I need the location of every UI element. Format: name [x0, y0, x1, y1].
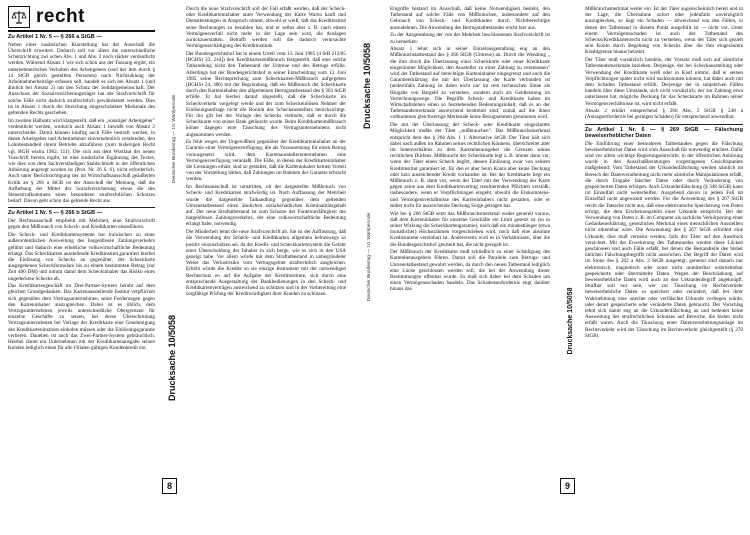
left-margin-strip — [157, 0, 185, 535]
series-label: Deutscher Bundestag — 10. Wahlperiode — [367, 212, 372, 301]
masthead — [8, 6, 155, 28]
paragraph: Absatz 1 lehnt sich in seiner Einzelausgestaltung eng an den Mißbrauchstatbestand des § 266 StGB (Untreue) an. Durch die Wendung „ die ihm durch die Überlassung einer Scheckkarte oder einer Kreditkarte eingeräumte Möglichkeit, den Aussteller zu einer Zahlung zu veranlassen" wird der Tatbestand auf berechtigte Karteninhaber eingegrenzt und auch die Garantieerklärung die mit der Überlassung der Karte verbunden ist (andernfalls Zahlung ist dabei nicht nur im rein technischen Sinne als Hingabe von Bargeld zu verstehen, sondern auch als Geldleistung im Verrechnungswege. Die Begriffe Scheck- und Kreditkarte haben im Wirtschaftsleben einen so feststehenden Bedeutungsinhalt, daß es an der Tatbestandsmerkmale ausreichend bestimmt sind, zumal auf die ihnen vollkommen gleichwertige Merkmale keine Bezugnahmen genommen wird. — [390, 46, 550, 121]
section-heading: Zu Artikel 1 Nr. 5 — § 266 b StGB — — [8, 210, 103, 217]
paragraph: Das Kreditkartengeschäft im Drei-Partner-System beruht auf dem gleichen Grundgedanken. Das Kartenausstellende Institut verpflichtet sich gegenüber dem Vertragsunternehmen, seine Forderungen gegen den Karteninhaber auszugleichen. Dabei ist es üblich, dem Vertragsunternehmen jeweils unterschiedliche Obergrenzen für einzelne Geschäfte zu setzen, bei deren Überschreitung Vertragsunternehmen bei Vorlage der Kreditkarte eine Genehmigung des Kreditkarteninstituts einholen müssen oder die Einlösungsgarantie verlieren. Daneben ist auch das Zwei-Partner-System gebräuchlich. Hierbei räumt ein Unternehmen mit der Kreditkartenausgabe seinen Kunden lediglich einen für alle Filialen gültigen Kundenkredit ein. — [8, 283, 155, 352]
section-heading: Zu Artikel 1 Nr. 6 — § 269 StGB — Fälschung beweiserheblicher Daten — [585, 126, 743, 139]
masthead-rule — [8, 30, 155, 32]
page-number-9: 9 — [560, 478, 575, 494]
section-divider — [585, 124, 743, 125]
paragraph: Zu der Ausgestaltung der von der Mehrheit beschlossenen Strafvorschrift ist zu bemerken: — [390, 32, 550, 45]
document-number: Drucksache 10/5058 — [567, 287, 574, 355]
series-label: Deutscher Bundestag — 10. Wahlperiode — [172, 94, 177, 184]
right-margin-strip — [554, 0, 582, 535]
paragraph: Neben einer zusätzlichen Klarstellung hat der Ausschuß die Überschrift erweitert. Dadurch soll vor allem die unterschiedliche Schutzrichtung zwi schen Abs. 1 und Abs. 2 noch stärker verdeutlicht werden. Während Absatz 1 wie sich schon aus der Fassung ergibt, ein unternehmerisches Verhalten des Arbeitgebers (und der ihm durch § 14 StGB gleich gestellten Personen) nach Nichtzahlung der Arbeitnehmerbeiträge erfassen soll, handelt es sich bei Absatz 1 (und ähnlich bei Absatz 2) um den Schutz der Solidargemeinschaft. Der Ausschuss der Sozialversicherungsträger hat der Strafvorschrift für solche Fälle nicht dadurch strafrechtlich gewährleistet werden. Dies ist in Absatz 1 durch die Streichung eingeschränkter Merkmale des geltenden Rechts geschehen. — [8, 41, 155, 116]
document-number: Drucksache 10/5058 — [167, 315, 177, 402]
document-number: Drucksache 10/5058 — [362, 42, 372, 129]
paragraph: Die Einführung einer besonderen Tatbestandes gegen die Fälschung beweiserheblicher Daten wird vom Ausschuß für notwendig erachtet. Dafür sind vor allem wichtige Regierungsentwürfe, in der öffentlichen Anhörung wurde in den Ausschußberatungen vorgetragenen Gesichtspunkte maßgebend: Vom Tatbestand der Urkundenfälschung werden nämlich im Bereich der Datenverarbeitung nicht mehr sämtliche Manipulationen erfaßt, die durch Eingabe falscher Daten oder durch Veränderung von gespeicherten Daten erfolgen. Auch Urkundenfälschung (§ 348 StGB) kann im Einzelfall nicht weiterhelfen. Ausgehend davon in jedem Fall im Einzelfall nicht angewandt werden. Für die Anwendung des § 267 StGB reicht die Tatsache nicht aus, daß eine elektronische Speicherung von Daten erfolgt, die dem Erscheinungsbild einer Urkunde entspricht. Bei der Verwendung von Daten z. B. im Computer als sachliche Verkörperung einer Gedankenerklärung, gesetzliches Merkmal eines menschlichen Ausstellers nicht erkennbar wäre. Die Anwendung des § 267 StGB erfordert eine Urkunde; dies muß verneint werden, falls der Täter auf den Ausdruck verzichtet. Mit der Erweiterung des Tatbestandes werden diese Lücken geschlossen und auch Fälle erfaßt, bei denen die Bestandteile des bisher üblichen Fälschungsbegriffs nicht ausreichen. Der Begriff der Daten wird im Sinne des § 202 a Abs. 2 StGB ausgelegt; gemeint sind danach nur elektronisch, magnetisch oder sonst nicht unmittelbar wahrnehmbar gespeicherte oder übermittelte Daten. Wegen der Beschränkung auf beweiserhebliche Daten wird auch an den Urkundenbegriff angeknüpft. Strafbar soll nur sein, wer zur Täuschung im Rechtsverkehr beweiserhebliche Daten so speichert oder verändert, daß bei ihrer Wahrnehmung eine unechte oder verfälschte Urkunde vorliegen würde, oder derart gespeicherte oder veränderte Daten gebraucht. Der Vorschlag lehnt sich damit eng an die Urkundenfälschung an und bedeutet keine Ausweitung des strafrechtlichen Schutzes auf Bereiche, die bisher nicht erfaßt waren. Auch die Täuschung einer Datenverarbeitungsanlage im Rechtsverkehr wird der Täuschung im Rechtsverkehr gleichgestellt (§ 270 StGB). — [585, 140, 743, 339]
paragraph: Wie bei § 266 StGB setzt das Mißbrauchsmerkmal weder generell voraus, daß dem Karteninhaber für einzelne Geschäfte ein Limit gesetzt ist (so in seiner Wirkung die Scheckkartengarantie), noch daß ein mindestlänger (etwa monatlicher) Höchstrahmen vorgeschrieben wird, noch daß eine absolute Kreditsumme vereinbart ist. Andererseits wird es in Verhältnissen, über die der Bundesgerichtshof geurteilt hat, die nicht geregelt ist. — [390, 210, 550, 248]
paragraph: Der Mißbrauch der Kreditkarte muß schließlich zu einer Schädigung des Kartenherausgebers führen. Damit soll die Parallele zum Betrugs- und Untreuetatbestand gewahrt werden, da durch den neuen Tatbestand lediglich eine Lücke geschlossen werden soll, die bei der Anwendung dieser Bestimmungen offenbar wurde. Es muß sich daher bei dem Schaden um einen Vermögensschaden handeln. Das Schadenserfordernis engt darüber hinaus das — [390, 249, 550, 293]
text-column-3 — [390, 6, 550, 531]
paragraph: Der Rechtsausschuß empfiehlt mit Mehrheit, eine Strafvorschrift gegen den Mißbrauch von Scheck- und Kreditkarten einzuführen. — [8, 218, 155, 231]
paragraph: Im Rechtsausschuß ist umstritten, ob der dargestellte Mißbrauch von Scheck- und Kreditkarten strafwürdig ist. Nach Auffassung der Mehrheit wurde die dargestellte Tathandlung gegenüber dem geltenden Untreuetatbestand einen ähnlichen sozialschädlichen Kriminalitätsgehalt auf. Der neue Straftatbestand ist zum Schutze der Funktionsfähigkeit des bargeldlosen Zahlungsverkehrs, der eine volkswirtschaftliche Bedeutung erlangt habe, notwendig. — [186, 184, 346, 228]
paragraph: Eingriffe bestand im Ausschuß, daß keine Notwendigkeit besteht, den Tatbestand auf solche Fälle von Mißbräuchen, insbesondere auf den Gebrauch von Scheck- und Kreditkarten durch Nichtberechtigte auszudehnen. Die Anwendung des Betrugstatbestandes reicht hier aus. — [390, 6, 550, 31]
page-number-8: 8 — [162, 478, 177, 494]
masthead-title: recht — [36, 6, 85, 27]
scales-logo-icon — [8, 6, 30, 28]
section-heading: Zu Artikel 1 Nr. 5 — § 266 a StGB — — [8, 34, 102, 40]
paragraph: Durch die neue Strafvorschrift soll der Fall erfaßt werden, daß der Scheck- oder Kreditkarteninhaber unter Verwendung der Karte Waren kauft und Dienstleistungen in Anspruch nimmt, obwohl er weiß, daß das Kreditinstitut seine Rechnungen zu bezahlen hat, und er selbst aber z. B. nach einem Vermögensverfall nicht mehr in der Lage sein wird, die Auslagen zurückzuerstatten. Betrafft werden soll die dadurch verursachte Vermögensschädigung des Kreditinstituts. — [186, 6, 346, 50]
text-column-4 — [585, 6, 743, 531]
paragraph: Der Bundesgerichtshof hat in einem Urteil vom 13. Juni 1985 (4 StR 213/85 [BGHSt 33, 244]) den Kreditkartenmißbrauch festgestellt, daß eine solche Tathandlung nicht den Tatbestand der Untreue und des Betrugs erfülle. Allerdings hat der Bundesgerichtshof in seiner Entscheidung vom 13. Juni 1985 seine Rechtsprechung zum Scheckkarten-Mißbrauch aufgegeben (BGHSt 24, 386) mit der Begründung, daß ein Mißbrauch der Scheckkarte durch den Karteninhaber den allgemeinen Betrugstatbestand des § 263 StGB erfülle. Er hat hierbei darauf abgestellt, daß die Scheckkarte im Scheckverkehr vorgelegt werde und der zum Scheckeinlösen Nehmer der Einlösungsanfrage nicht die Bonität des Scheckausstellers berücksichtigt. Für ihn gilt bei der Vorlage des Schecks vielmehr, daß er durch die Scheckkarte von seiner Bank getäuscht wurde. Beim Kreditkartenmißbrauch könne dagegen eine Täuschung des Vertragsunternehmens nicht angenommen werden. — [186, 50, 346, 138]
text-column-1 — [8, 6, 155, 531]
paragraph: Absatz 2 erklärt entsprechend § 266 Abs. 2 StGB § 248 a (Antragserfordernis bei geringen Schäden) für entsprechend anwendbar. — [585, 108, 743, 121]
paragraph: Der Täter muß vorsätzlich handeln, der Vorsatz muß sich auf sämtliche Tatbestandsmerkmale beziehen. Derjenige, der bei Scheckausstellung oder Verwendung der Kreditkarte weiß oder in Kauf nimmt, daß er seinen Verpflichtungen später nicht wird nachkommen können, hat daher auch mit dem Schaden Tatbestand erfüllt. Derjenige der in subjektiven Fällen handeln über diese Umstände, sich nicht vorsätzlich; der zur Zahlung etwa unterlassen hat, mögliche Deckung für das Scheckkarte im Rahmen seiner Vermögensverhältnisse ist, wird nicht erfaßt. — [585, 57, 743, 107]
paragraph: Es fehlt wegen der Ungewißheit gegenüber der Kreditkarteninhaber an der Garantie einer Vermögensverfügung, die als Voraussetzung für einen Betrug vorausgesetzt wird, dem Kartenausstellerunternehmen eine Vermögensverfügung veranlaßt. Die Fälle, in denen der Kreditkarteninhaber die Leistungen erhält, sind so gestaltet, daß die Karteninhaber keinen Vorteil von der Vorstellung hätten, daß Zahlungen im Rahmen der Garantie erbracht werden. — [186, 139, 346, 183]
paragraph: Die Scheck- und Kreditkartensysteme hat inzwischen zu einer außerordentlichen Ausweitung des bargeldlosen Zahlungsverkehrs geführt und dadurch eine erhebliche volkswirtschaftliche Bedeutung erlangt. Das Scheckkarten ausstellende Kreditinstitut garantiert hierbei die Einlösung von Schecks an gegenüber, der Scheckkarte ausgegebenen Scheckformulare bis zu einem bestimmten Betrag (zur Zeit 400 DM) und nimmt damit dem Scheckinhaber das Risiko eines ungedeckten Schecks ab. — [8, 232, 155, 282]
paragraph: Die Minderheit lehnt die neue Strafvorschrift ab. Sie ist der Auffassung, daß die Verwendung der Scheck- und Kreditkarten allgemein keineswegs so positiv einzuschätzen sei, da der Kredit- und Scheckkartensystem die Gefahr einer Überschuldung der Inhaber in sich berge, wie es sich in den USA gezeigt habe. Vor allem würde mit dem Straftatbestand in unbegründeter Weise das Verlustrisiko vom Vertragsgebiet strafrechtlich ausgleichen. Erhöht würde die Kredite so sie einzige Instrument mit der notwendigen Rechtschutz en auf die Aufgabe der Kreditinstitute, sich durch eine entsprechende Ausgestaltung der Bankbedienungen in den Scheck- und Kreditkartenverträgen ausreichend zu schützen und in der Vorbereitung eine sorgfältige Prüfung der Kreditwürdigkeit ihrer Kunden zu schützen. — [186, 229, 346, 298]
paragraph: Im zweiten Halbsatz wird klargestellt, daß ein ,,sonstiger Arbeitgeber" verdeutlicht werden, wodurch auch Absatz 1 bewußt von Absatz 2 unterscheidet. Damit können künftig auch Fälle bestraft werden, in denen Arbeitgeber und Arbeitnehmer einvernehmlich verabreden, den Lohnbestandteil ihrem Betriebe abzuführen (zum bisherigen Recht vgl. BGH wistra 1982, 111). Die sich aus dem Wortlaut der neuen Vorschrift bereits ergibt, ist eine zusätzliche Ergänzung des Textes, wie dies von dem Sachverständigen Stahlschmidt in der öffentlichen Anhörung angeregt worden ist (Prot. Nr. 26 S. 6), nicht erforderlich. Auch unter Berücksichtigung der im Wirtschaftsausschuß geäußerten Kritik an § 266 a StGB ist der Ausschuß der Meinung, daß die Aufhebung der Mittel der Sozialversicherung etwas die des Steuerstrafkommens eines besonderen strafrechtlichen Schutzes bedarf. Davon geht schon das geltende Recht aus. — [8, 117, 155, 205]
text-column-2 — [186, 6, 346, 531]
paragraph: Die mit der Überlassung der Scheck- oder Kreditkarte eingeräumte Möglichkeit mußte der Täter „mißbrauchen". Das Mißbrauchsmerkmal entspricht dem des § 266 Abs. 1 1. Alternative StGB. Der Täter hält sich dabei nach außen im Rahmen seines rechtlichen Könnens, überschreitet aber im Innenverhältnis zu dem Kartenherausgeber die Grenzen seines rechtlichen Dürfens. Mißbraucht der Scheckkarte legt z. B. immer dann vor, wenn der Täter einen Scheck begibt, dessen Einlösung zwar von seinem Kreditinstitut garantiert ist, für den er aber beim Konto aber keine Deckung oder kein ausreichender Kredit vorhanden ist. Bei der Kreditkarte liegt ein Mißbrauch z. B. dann vor, wenn der Täter mit der Verwendung der Karte gegen seine aus dem Kreditkartenvertrag resultierenden Pflichten verstößt, insbesondere, wenn er Verpflichtungen eingeht, obwohl die Einkommens- und Vermögensverhältnisse des Karteninhabers nicht gestatten, oder er selber nicht für ausreichende Deckung Sorge getragen hat. — [390, 122, 550, 209]
section-divider — [8, 207, 155, 208]
center-margin-strip — [352, 0, 380, 535]
paragraph: Mißbrauchsmerkmal weiter ein. Ist der Täter augenscheinlich bereit und in der Lage, die Übernahme sofort oder jedenfalls unverzüglich auszugleichen, so liegt ein Schaden — abweichend von den Fällen, in denen der Tatbestand in diesem Punkt ausgefüllt ist — nicht vor. Unter einem Vermögensschaden ist auch der Tatbestand des Schecks/Kreditkartenrecht nicht zu verstehen, wenn der Täter sich gezielt sein Konto durch Begebung von Schecks über die ihm eingeräumte Kreditgrenze hinaus belastet. — [585, 6, 743, 56]
